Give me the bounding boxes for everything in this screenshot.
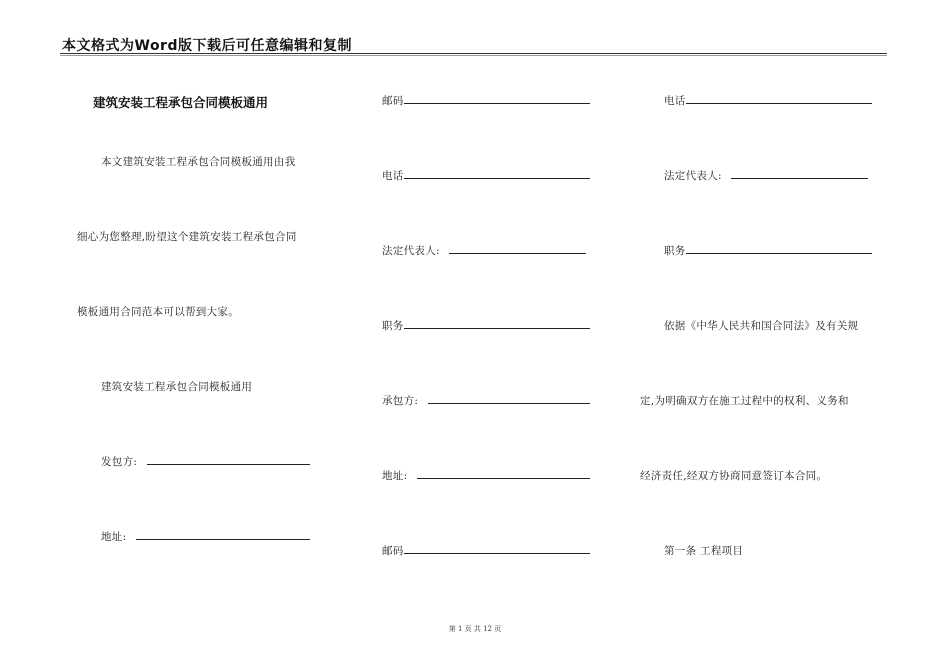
address-label: 地址: [101,531,127,543]
legal-rep-label: 法定代表人: [382,245,440,257]
col3-article-1: 第一条 工程项目 [664,545,744,557]
col1-intro-line-3: 模板通用合同范本可以帮到大家。 [77,306,239,318]
document-title: 建筑安装工程承包合同模板通用 [93,95,269,110]
col2-postcode2-row [382,543,590,558]
col1-address-row [101,529,310,544]
col2-phone-row [382,168,590,183]
page-footer: 第 1 页 共 12 页 [448,625,502,633]
position-label: 职务 [382,320,404,332]
col2-position-row [382,318,590,333]
page-header-title: 本文格式为Word版下载后可任意编辑和复制 [62,38,352,54]
postcode2-fill-line [404,543,590,554]
header-rule-secondary [60,55,887,56]
col1-employer-row [101,454,310,469]
col3-para-line-3: 经济责任,经双方协商同意签订本合同。 [640,470,828,482]
header-rule [60,53,887,54]
col3-para-line-2: 定,为明确双方在施工过程中的权利、义务和 [640,395,849,407]
col2-legal-rep-row [382,243,586,258]
legal-rep2-label: 法定代表人: [664,170,722,182]
col3-phone-row [664,93,872,108]
col3-legal-rep-row [664,168,868,183]
col2-address-row [382,468,590,483]
address2-label: 地址: [382,470,408,482]
address-fill-line [136,529,310,540]
phone-fill-line [404,168,590,179]
col3-para-line-1: 依据《中华人民共和国合同法》及有关规 [664,320,859,332]
position-fill-line [404,318,590,329]
employer-label: 发包方: [101,456,138,468]
col1-intro-line-1: 本文建筑安装工程承包合同模板通用由我 [101,156,296,168]
phone-label: 电话 [382,170,404,182]
address2-fill-line [417,468,590,479]
contractor-fill-line [428,393,590,404]
col3-position-row [664,243,872,258]
legal-rep2-fill-line [731,168,868,179]
postcode2-label: 邮码 [382,545,404,557]
col1-subtitle: 建筑安装工程承包合同模板通用 [101,381,253,393]
phone2-fill-line [686,93,872,104]
col2-contractor-row [382,393,590,408]
phone2-label: 电话 [664,95,686,107]
col1-intro-line-2: 细心为您整理,盼望这个建筑安装工程承包合同 [77,231,297,243]
legal-rep-fill-line [449,243,586,254]
contractor-label: 承包方: [382,395,419,407]
position2-label: 职务 [664,245,686,257]
col2-postcode-row [382,93,590,108]
position2-fill-line [686,243,872,254]
employer-fill-line [147,454,310,465]
postcode-fill-line [404,93,590,104]
postcode-label: 邮码 [382,95,404,107]
